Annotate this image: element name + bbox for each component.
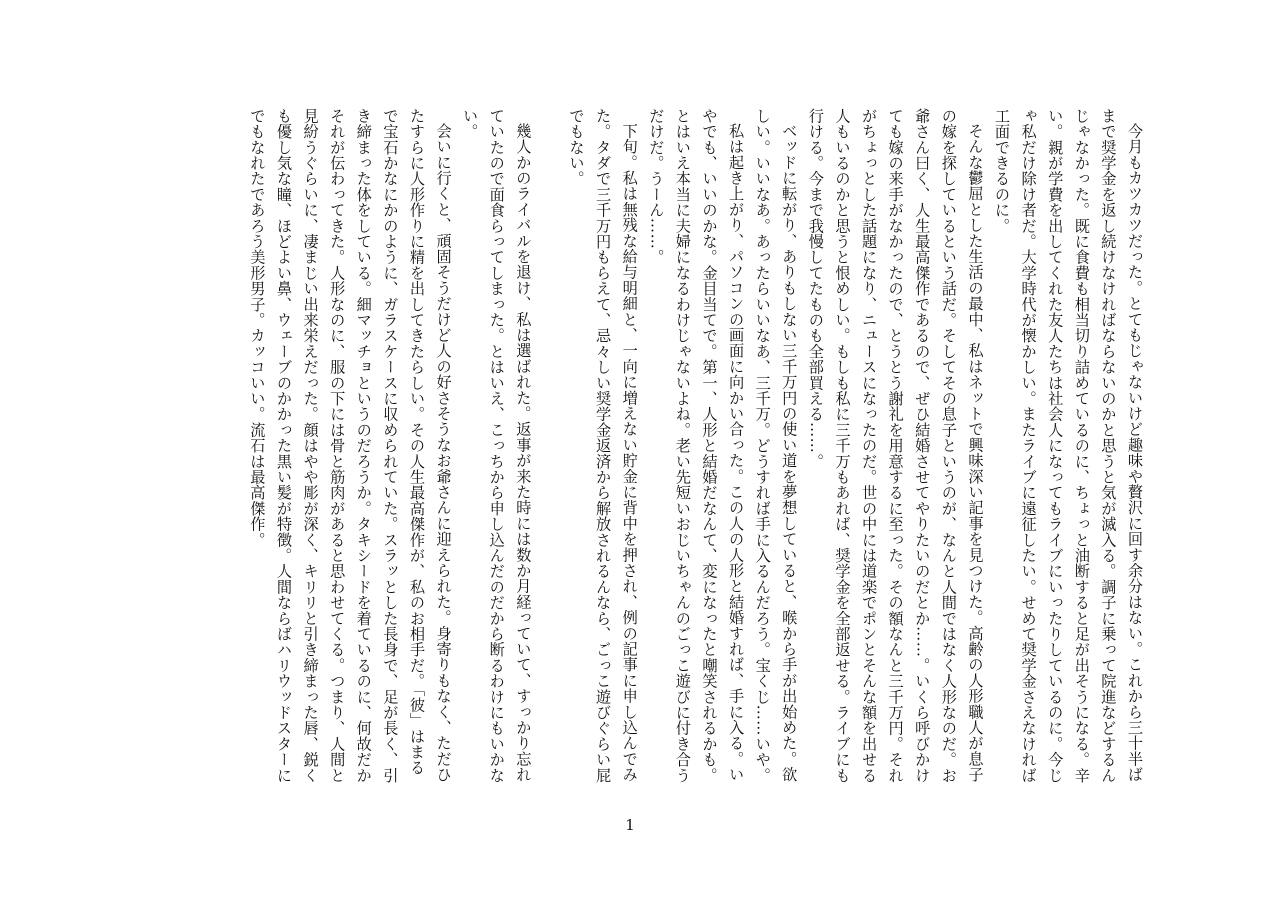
paragraph: 今月もカツカツだった。とてもじゃないけど趣味や贅沢に回す余分はない。これから三十半ばまで奨学金を返し続けなければならないのかと思うと気が滅入る。調子に乗って院進などするんじゃなかった。既に食費も相当切り詰めているのに、ちょっと油断すると足が出そうになる。辛い。親が学費を出してくれた友人たちは社会人になってもライブにいったりしているのに。今じゃ私だけ除け者だ。大学時代が懐かしい。またライブに遠征したい。せめて奨学金さえなければ工面できるのに。 <box>993 108 1144 784</box>
paragraph: 下旬。私は無残な給与明細と、一向に増えない貯金に背中を押され、例の記事に申し込んでみた。タダで三千万円もらえて、忌々しい奨学金返済から解放されるんなら、ごっこ遊びぐらい屁でもない。 <box>567 108 639 784</box>
paragraph: 幾人かのライバルを退け、私は選ばれた。返事が来た時には数か月経っていて、すっかり忘れていたので面食らってしまった。とはいえ、こっちから申し込んだのだから断るわけにもいかない。 <box>461 108 533 784</box>
section-break <box>536 108 563 784</box>
vertical-text-body <box>138 108 1148 784</box>
paragraph: そんな鬱屈とした生活の最中、私はネットで興味深い記事を見つけた。高齢の人形職人が息子の嫁を探しているという話だ。そしてその息子というのが、なんと人間ではなく人形なのだ。お爺さん曰く、人生最高傑作であるので、ぜひ結婚させてやりたいのだとか……。いくら呼びかけても嫁の来手がなかったので、とうとう謝礼を用意するに至った。その額なんと三千万円。それがちょっとした話題になり、ニュースになったのだ。世の中には道楽でポンとそんな額を出せる人もいるのかと思うと恨めしい。もしも私に三千万もあれば、奨学金を全部返せる。ライブにも行ける。今まで我慢してたものも全部買える……。 <box>806 108 985 784</box>
page-number: 1 <box>625 816 635 834</box>
paragraph: ベッドに転がり、ありもしない三千万円の使い道を夢想していると、喉から手が出始めた。欲しい。いいなあ。あったらいいなあ、三千万。どうすれば手に入るんだろう。宝くじ……いや。 <box>753 108 799 784</box>
paragraph: 会いに行くと、頑固そうだけど人の好さそうなお爺さんに迎えられた。身寄りもなく、ただひたすらに人形作りに精を出してきたらしい。その人生最高傑作が、私のお相手だ。「彼」はまるで宝石かなにかのように、ガラスケースに収められていた。スラッとした長身で、足が長く、引き締まった体をしている。細マッチョというのだろうか。タキシードを着ているのに、何故だかそれが伝わってきた。人形なのに、服の下には骨と筋肉があると思わせてくる。つまり、人間と見紛うぐらいに、凄まじい出来栄えだった。顔はやや彫が深く、キリリと引き締まった唇、鋭くも優し気な瞳、ほどよい鼻、ウェーブのかかった黒い髪が特徴。人間ならばハリウッドスターにでもなれたであろう美形男子。カッコいい。流石は最高傑作。 <box>248 108 453 784</box>
paragraph: 私は起き上がり、パソコンの画面に向かい合った。この人の人形と結婚すれば、手に入る。いやでも、いいのかな。金目当てで。第一、人形と結婚だなんて、変になったと嘲笑されるかも。とはいえ本当に夫婦になるわけじゃないよね。老い先短いおじいちゃんのごっこ遊びに付き合うだけだ。うーん……。 <box>647 108 746 784</box>
